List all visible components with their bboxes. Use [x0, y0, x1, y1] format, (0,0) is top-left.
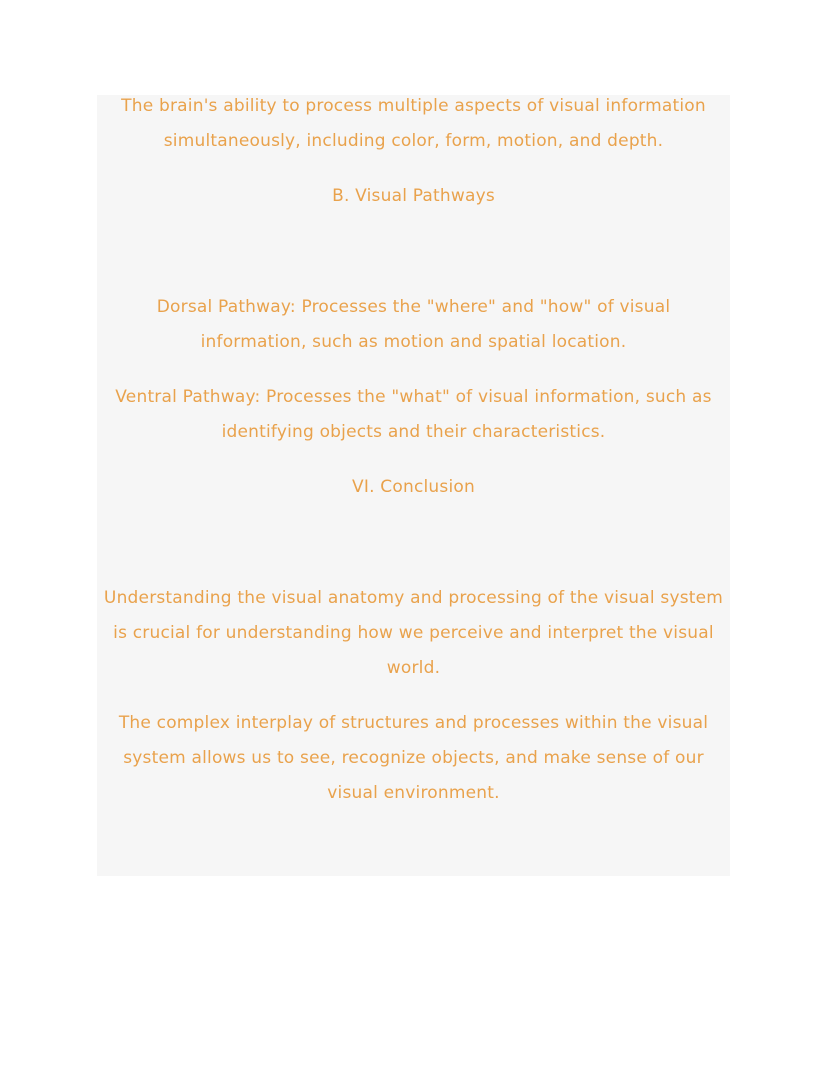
- paragraph-conclusion-interplay: The complex interplay of structures and processes within the visual system allows us to see, recognize objects, and make sense of our visual environment.: [118, 713, 709, 803]
- heading-conclusion: VI. Conclusion: [352, 477, 475, 497]
- document-panel: [97, 95, 730, 876]
- heading-visual-pathways: B. Visual Pathways: [332, 186, 495, 206]
- paragraph-parallel-processing: The brain's ability to process multiple aspects of visual information simultaneously, including color, form, motion, and depth.: [121, 96, 706, 151]
- paragraph-ventral-pathway: Ventral Pathway: Processes the "what" of visual information, such as identifying objects and their characteristics.: [115, 387, 712, 442]
- paragraph-conclusion-understanding: Understanding the visual anatomy and processing of the visual system is crucial for understanding how we perceive and interpret the visual world.: [103, 588, 724, 678]
- paragraph-dorsal-pathway: Dorsal Pathway: Processes the "where" and "how" of visual information, such as motion and spatial location.: [156, 297, 671, 352]
